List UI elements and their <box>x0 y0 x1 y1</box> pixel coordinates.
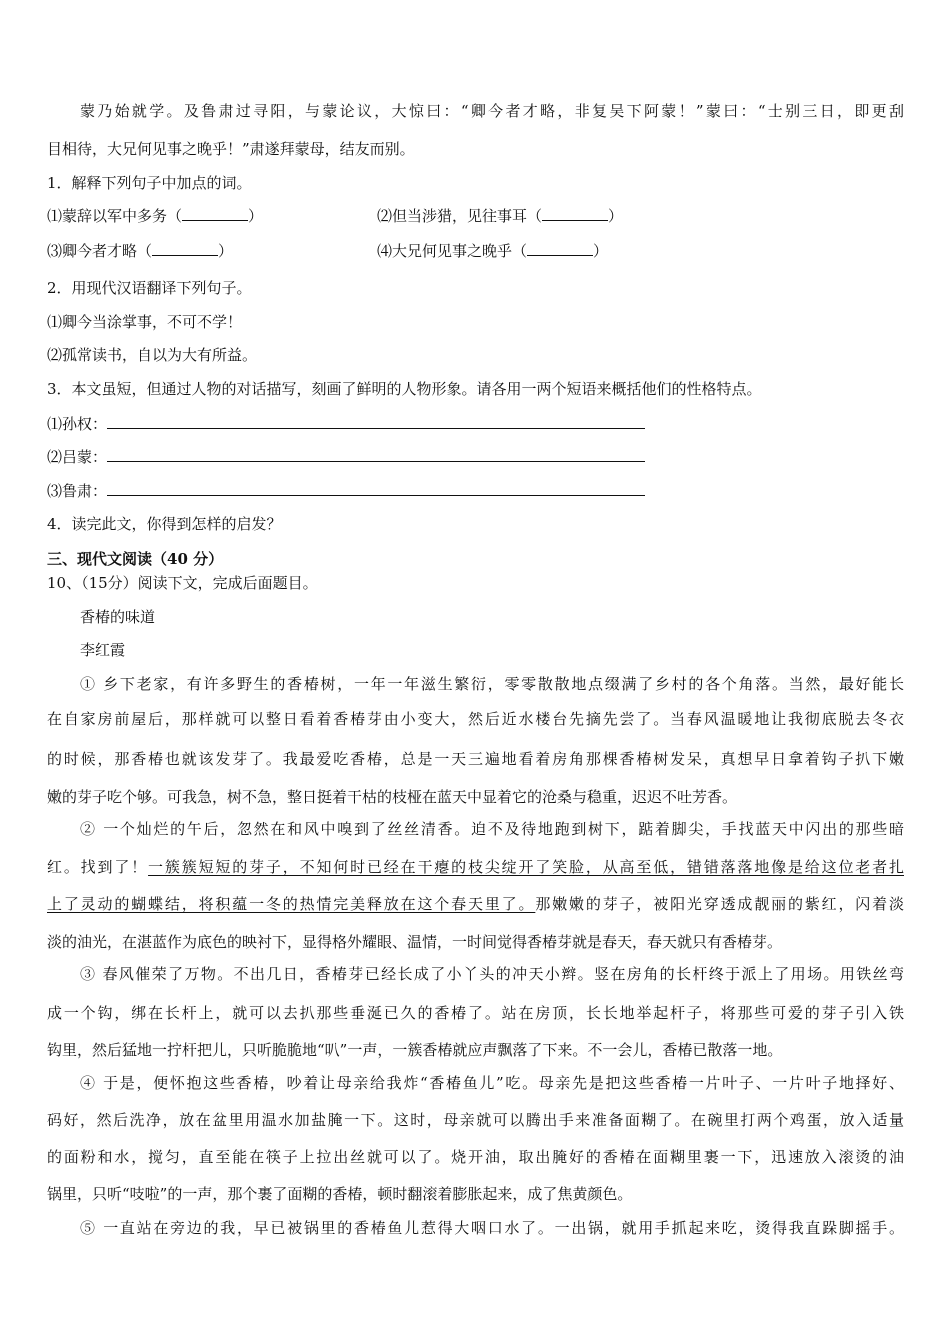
question-2-item: ⑵孤常读书，自以为大有所益。 <box>47 346 258 364</box>
section-heading: 三、现代文阅读（40 分） <box>47 550 224 568</box>
paragraph-2-line: 淡的油光，在湛蓝作为底色的映衬下，显得格外耀眼、温情，一时间觉得香椿芽就是春天，春天就只有香椿芽。 <box>47 933 783 951</box>
question-1-item-4: ⑷大兄何见事之晚乎（ ） <box>377 242 609 260</box>
paragraph-2-line: 上了灵动的蝴蝶结，将积蕴一冬的热情完美释放在这个春天里了。那嫩嫩的芽子，被阳光穿透成靓丽的紫红，闪着淡 <box>47 895 904 913</box>
question-2-item: ⑴卿今当涂掌事，不可不学！ <box>47 313 243 331</box>
question-1-title: 1．解释下列句子中加点的词。 <box>47 174 252 192</box>
paragraph-4-line: ④ 于是，便怀抱这些香椿，吵着让母亲给我炸“香椿鱼儿”吃。母亲先是把这些香椿一片叶子、一片叶子地择好、 <box>80 1074 904 1092</box>
passage-line: 蒙乃始就学。及鲁肃过寻阳，与蒙论议，大惊曰：“卿今者才略，非复吴下阿蒙！”蒙曰：“士别三日，即更刮 <box>80 102 904 120</box>
answer-line[interactable] <box>107 414 645 429</box>
answer-line[interactable] <box>107 481 645 496</box>
underlined-sentence: 上了灵动的蝴蝶结，将积蕴一冬的热情完美释放在这个春天里了。 <box>47 895 536 913</box>
article-title: 香椿的味道 <box>80 608 156 626</box>
question-1-item-2: ⑵但当涉猎，见往事耳（ ） <box>377 207 624 225</box>
paragraph-3-line: 成一个钩，绑在长杆上，就可以去扒那些垂涎已久的香椿了。站在房顶，长长地举起杆子，将那些可爱的芽子引入铁 <box>47 1004 904 1022</box>
paragraph-2-line: 红。找到了！一簇簇短短的芽子，不知何时已经在干瘪的枝尖绽开了笑脸，从高至低，错错落落地像是给这位老者扎 <box>47 858 904 876</box>
paragraph-5-line: ⑤ 一直站在旁边的我，早已被锅里的香椿鱼儿惹得大咽口水了。一出锅，就用手抓起来吃，烫得我直跺脚摇手。 <box>80 1219 904 1237</box>
paragraph-2-line: ② 一个灿烂的午后，忽然在和风中嗅到了丝丝清香。迫不及待地跑到树下，踮着脚尖，手找蓝天中闪出的那些暗 <box>80 820 904 838</box>
answer-blank[interactable] <box>527 241 593 256</box>
paragraph-4-line: 码好，然后洗净，放在盆里用温水加盐腌一下。这时，母亲就可以腾出手来准备面糊了。在碗里打两个鸡蛋，放入适量 <box>47 1111 904 1129</box>
question-3-title: 3．本文虽短，但通过人物的对话描写，刻画了鲜明的人物形象。请各用一两个短语来概括他们的性格特点。 <box>47 380 762 398</box>
question-1-item-3: ⑶卿今者才略（ ） <box>47 242 234 260</box>
paragraph-1-line: 在自家房前屋后，那样就可以整日看着香椿芽由小变大，然后近水楼台先摘先尝了。当春风温暖地让我彻底脱去冬衣 <box>47 710 904 728</box>
answer-blank[interactable] <box>152 241 218 256</box>
question-4-title: 4．读完此文，你得到怎样的启发？ <box>47 515 282 533</box>
paragraph-3-line: ③ 春风催荣了万物。不出几日，香椿芽已经长成了小丫头的冲天小辫。竖在房角的长杆终于派上了用场。用铁丝弯 <box>80 965 904 983</box>
paragraph-1-line: 的时候，那香椿也就该发芽了。我最爱吃香椿，总是一天三遍地看着房角那棵香椿树发呆，真想早日拿着钩子扒下嫩 <box>47 750 904 768</box>
underlined-sentence: 一簇簇短短的芽子，不知何时已经在干瘪的枝尖绽开了笑脸，从高至低，错错落落地像是给这位老者扎 <box>148 858 904 876</box>
passage-line: 目相待，大兄何见事之晚乎！”肃遂拜蒙母，结友而别。 <box>47 140 415 158</box>
paragraph-1-line: 嫩的芽子吃个够。可我急，树不急，整日挺着干枯的枝桠在蓝天中显着它的沧桑与稳重，迟迟不吐芳香。 <box>47 788 738 806</box>
question-1-item-1: ⑴蒙辞以军中多务（ ） <box>47 207 264 225</box>
question-3-item: ⑵吕蒙： <box>47 447 904 467</box>
answer-blank[interactable] <box>182 206 248 221</box>
answer-line[interactable] <box>107 447 645 462</box>
paragraph-3-line: 钩里，然后猛地一拧杆把儿，只听脆脆地“叭”一声，一簇香椿就应声飘落了下来。不一会儿，香椿已散落一地。 <box>47 1041 783 1059</box>
question-10-intro: 10、（15分）阅读下文，完成后面题目。 <box>47 574 318 592</box>
question-2-title: 2．用现代汉语翻译下列句子。 <box>47 279 252 297</box>
question-3-item: ⑴孙权： <box>47 414 904 434</box>
answer-blank[interactable] <box>542 206 608 221</box>
question-1-row <box>47 206 904 226</box>
paragraph-4-line: 锅里，只听“吱啦”的一声，那个裹了面糊的香椿，顿时翻滚着膨胀起来，成了焦黄颜色。 <box>47 1185 633 1203</box>
question-3-item: ⑶鲁肃： <box>47 481 904 501</box>
article-author: 李红霞 <box>80 641 126 659</box>
paragraph-4-line: 的面粉和水，搅匀，直至能在筷子上拉出丝就可以了。烧开油，取出腌好的香椿在面糊里裹一下，迅速放入滚烫的油 <box>47 1148 904 1166</box>
question-1-row <box>47 241 904 261</box>
paragraph-1-line: ① 乡下老家，有许多野生的香椿树，一年一年滋生繁衍，零零散散地点缀满了乡村的各个角落。当然，最好能长 <box>80 675 904 693</box>
